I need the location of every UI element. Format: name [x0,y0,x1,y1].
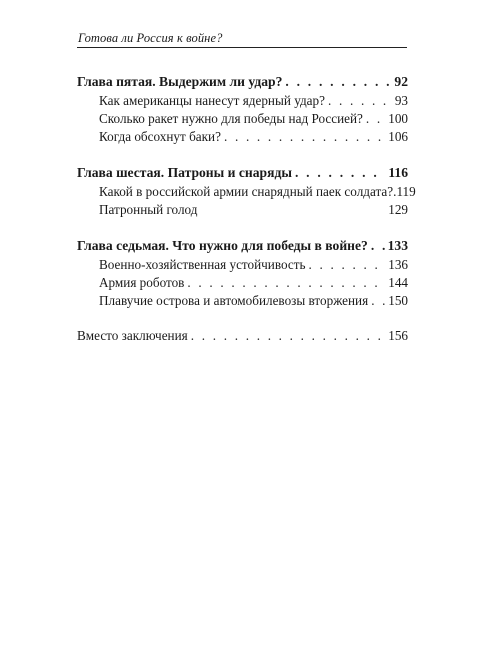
dot-leader [309,256,386,274]
toc-entry [77,92,408,110]
toc-entry [77,128,408,146]
toc-entry [77,274,408,292]
toc-entry [77,292,408,310]
entry-title: Патронный голод [99,202,198,217]
entry-page: 136 [388,257,408,272]
dot-leader [285,72,391,92]
entry-page: 129 [388,202,408,217]
entry-title: Какой в российской армии снарядный паек солдата? [99,184,394,199]
entry-page: 144 [388,275,408,290]
dot-leader [366,110,385,128]
running-header: Готова ли Россия к войне? [78,31,223,45]
dot-leader [295,163,385,183]
entry-title: Вместо заключения [77,328,188,343]
dot-leader [187,274,385,292]
entry-page: 116 [388,165,408,180]
entry-title: Глава седьмая. Что нужно для победы в войне? [77,238,368,253]
entry-page: 100 [388,111,408,126]
toc-entry [77,256,408,274]
entry-title: Плавучие острова и автомобилевозы вторжения [99,293,369,308]
dot-leader [371,236,385,256]
entry-title: Когда обсохнут баки? [99,129,221,144]
entry-title: Армия роботов [99,275,185,290]
entry-page: .119 [393,184,416,199]
dot-leader [191,327,385,345]
entry-page: 106 [388,129,408,144]
entry-title: Сколько ракет нужно для победы над Россией? [99,111,363,126]
entry-title: Как американцы нанесут ядерный удар? [99,93,325,108]
table-of-contents [77,72,416,345]
toc-entry [77,110,408,128]
entry-page: 92 [394,74,408,89]
header-rule [77,47,407,48]
entry-title: Глава шестая. Патроны и снаряды [77,165,292,180]
toc-entry-chapter-7 [77,236,408,256]
toc-entry-chapter-6 [77,163,408,183]
entry-page: 156 [388,328,408,343]
entry-title: Военно-хозяйственная устойчивость [99,257,306,272]
entry-page: 93 [394,93,408,108]
dot-leader [371,292,385,310]
toc-entry [77,201,408,219]
entry-page: 150 [388,293,408,308]
toc-entry-conclusion [77,327,408,345]
dot-leader [328,92,392,110]
toc-entry [77,183,416,201]
toc-entry-chapter-5 [77,72,408,92]
entry-page: 133 [387,238,408,253]
dot-leader [224,128,385,146]
entry-title: Глава пятая. Выдержим ли удар? [77,74,283,89]
